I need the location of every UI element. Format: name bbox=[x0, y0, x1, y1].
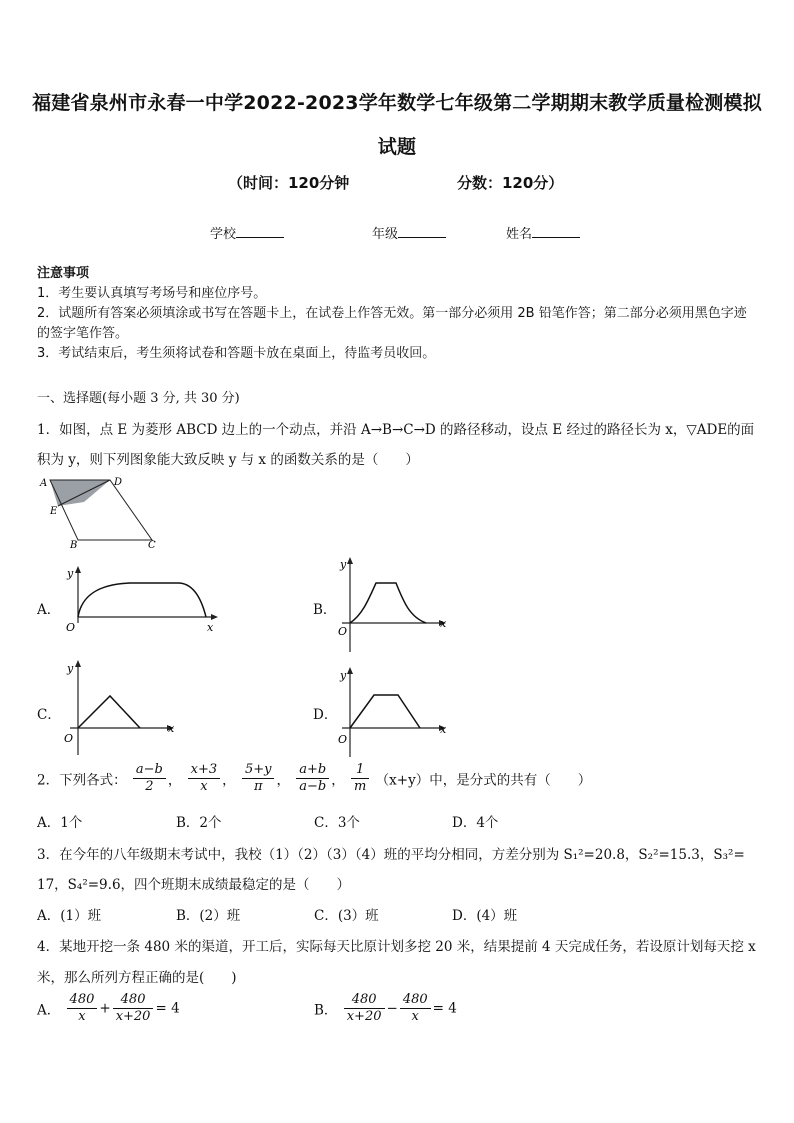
q1-graph-D bbox=[334, 665, 454, 760]
fraction: $\frac{5+y}{\pi}$ bbox=[242, 762, 275, 795]
svg-text:x: x bbox=[207, 621, 214, 634]
svg-text:O: O bbox=[338, 733, 348, 746]
svg-text:y: y bbox=[340, 669, 347, 682]
exam-time: （时间：120分钟 bbox=[228, 174, 350, 192]
svg-text:x: x bbox=[440, 723, 447, 736]
notes-block bbox=[37, 264, 759, 364]
school-field[interactable] bbox=[210, 223, 284, 242]
q3-option-D[interactable]: D．(4）班 bbox=[452, 908, 518, 924]
q3-option-B[interactable]: B．(2）班 bbox=[176, 908, 241, 924]
svg-text:O: O bbox=[338, 625, 348, 638]
exam-score: 分数：120分） bbox=[457, 174, 564, 192]
q1-option-A[interactable]: A． bbox=[37, 602, 61, 618]
q1-graph-A bbox=[60, 565, 220, 640]
svg-text:x: x bbox=[168, 722, 175, 735]
fraction: $\frac{1}{m}$ bbox=[351, 762, 369, 795]
name-field[interactable] bbox=[506, 223, 580, 242]
notes-item: 3．考试结束后，考生须将试卷和答题卡放在桌面上，待监考员收回。 bbox=[37, 346, 436, 361]
fraction: $\frac{480}{x+20}$ bbox=[113, 992, 154, 1025]
svg-text:y: y bbox=[67, 662, 74, 675]
grade-label: 年级 bbox=[372, 227, 399, 242]
school-label: 学校 bbox=[210, 227, 237, 242]
fraction: $\frac{480}{x}$ bbox=[67, 992, 98, 1025]
name-label: 姓名 bbox=[506, 227, 533, 242]
notes-item: 2．试题所有答案必须填涂或书写在答题卡上，在试卷上作答无效。第一部分必须用 2B 铅笔作答；第二部分必须用黑色字迹的签字笔作答。 bbox=[37, 306, 747, 341]
q2-option-C[interactable]: C．3个 bbox=[314, 815, 360, 831]
q2-option-A[interactable]: A．1个 bbox=[37, 815, 83, 831]
grade-field[interactable] bbox=[372, 223, 446, 242]
q1-option-D[interactable]: D． bbox=[313, 707, 338, 723]
question-4-line2: 米，那么所列方程正确的是( ) bbox=[37, 970, 237, 986]
label-E: E bbox=[50, 506, 58, 517]
notes-item: 1．考生要认真填写考场号和座位序号。 bbox=[37, 286, 267, 301]
q1-option-C[interactable]: C． bbox=[37, 707, 61, 723]
question-2-text: 2．下列各式： $\frac{a-b}{2}$ ， $\frac{x+3}{x}$ ， $\frac{5+y}{\pi}$ ， $\frac{a+b}{a-b}$ ， $\frac{1}{m}$ （x+y）中，是分式的共有（ ） bbox=[37, 762, 592, 794]
question-3-line2: 17，S₄²=9.6，四个班期末成绩最稳定的是（ ） bbox=[37, 877, 351, 893]
label-D: D bbox=[114, 477, 123, 488]
q1-graph-B bbox=[334, 555, 454, 655]
fraction: $\frac{a-b}{2}$ bbox=[133, 762, 166, 795]
svg-text:O: O bbox=[64, 732, 74, 745]
svg-text:O: O bbox=[66, 621, 76, 634]
fraction: $\frac{480}{x}$ bbox=[400, 992, 431, 1025]
q2-option-D[interactable]: D．4个 bbox=[452, 815, 499, 831]
question-3-line1: 3．在今年的八年级期末考试中，我校（1）（2）（3）（4）班的平均分相同，方差分别为 S₁²=20.8，S₂²=15.3，S₃²= bbox=[37, 847, 745, 863]
svg-text:x: x bbox=[440, 617, 447, 630]
label-B: B bbox=[70, 540, 78, 550]
question-1-text: 1．如图，点 E 为菱形 ABCD 边上的一个动点，并沿 A→B→C→D 的路径移动，设点 E 经过的路径长为 x，▽ADE的面积为 y，则下列图象能大致反映 y 与 x 的函数关系的是（ ） bbox=[37, 422, 755, 468]
page-title-line2: 试题 bbox=[377, 136, 417, 158]
q3-option-C[interactable]: C．(3）班 bbox=[314, 908, 379, 924]
q4-option-A[interactable]: A． $\frac{480}{x}$ + $\frac{480}{x+20}$ = 4 bbox=[37, 992, 180, 1024]
q1-option-B[interactable]: B． bbox=[313, 602, 337, 618]
fraction: $\frac{a+b}{a-b}$ bbox=[296, 762, 329, 795]
shaded-triangle bbox=[50, 480, 110, 506]
q1-graph-C bbox=[60, 658, 185, 758]
notes-heading: 注意事项 bbox=[37, 266, 90, 281]
fraction: $\frac{480}{x+20}$ bbox=[344, 992, 385, 1025]
svg-text:y: y bbox=[340, 558, 347, 571]
label-C: C bbox=[148, 540, 156, 550]
question-4-line1: 4．某地开挖一条 480 米的渠道，开工后，实际每天比原计划多挖 20 米，结果提前 4 天完成任务，若设原计划每天挖 x bbox=[37, 939, 756, 955]
rhombus-figure bbox=[36, 474, 166, 550]
label-A: A bbox=[40, 478, 48, 489]
fraction: $\frac{x+3}{x}$ bbox=[188, 762, 221, 795]
q4-option-B[interactable]: B． $\frac{480}{x+20}$ − $\frac{480}{x}$ = 4 bbox=[314, 992, 457, 1024]
q3-option-A[interactable]: A．(1）班 bbox=[37, 908, 102, 924]
page-title: 福建省泉州市永春一中学2022-2023学年数学七年级第二学期期末教学质量检测模拟 bbox=[32, 92, 762, 114]
svg-text:y: y bbox=[67, 567, 74, 580]
q2-option-B[interactable]: B．2个 bbox=[176, 815, 222, 831]
section-heading: 一、选择题(每小题 3 分, 共 30 分) bbox=[37, 391, 240, 406]
